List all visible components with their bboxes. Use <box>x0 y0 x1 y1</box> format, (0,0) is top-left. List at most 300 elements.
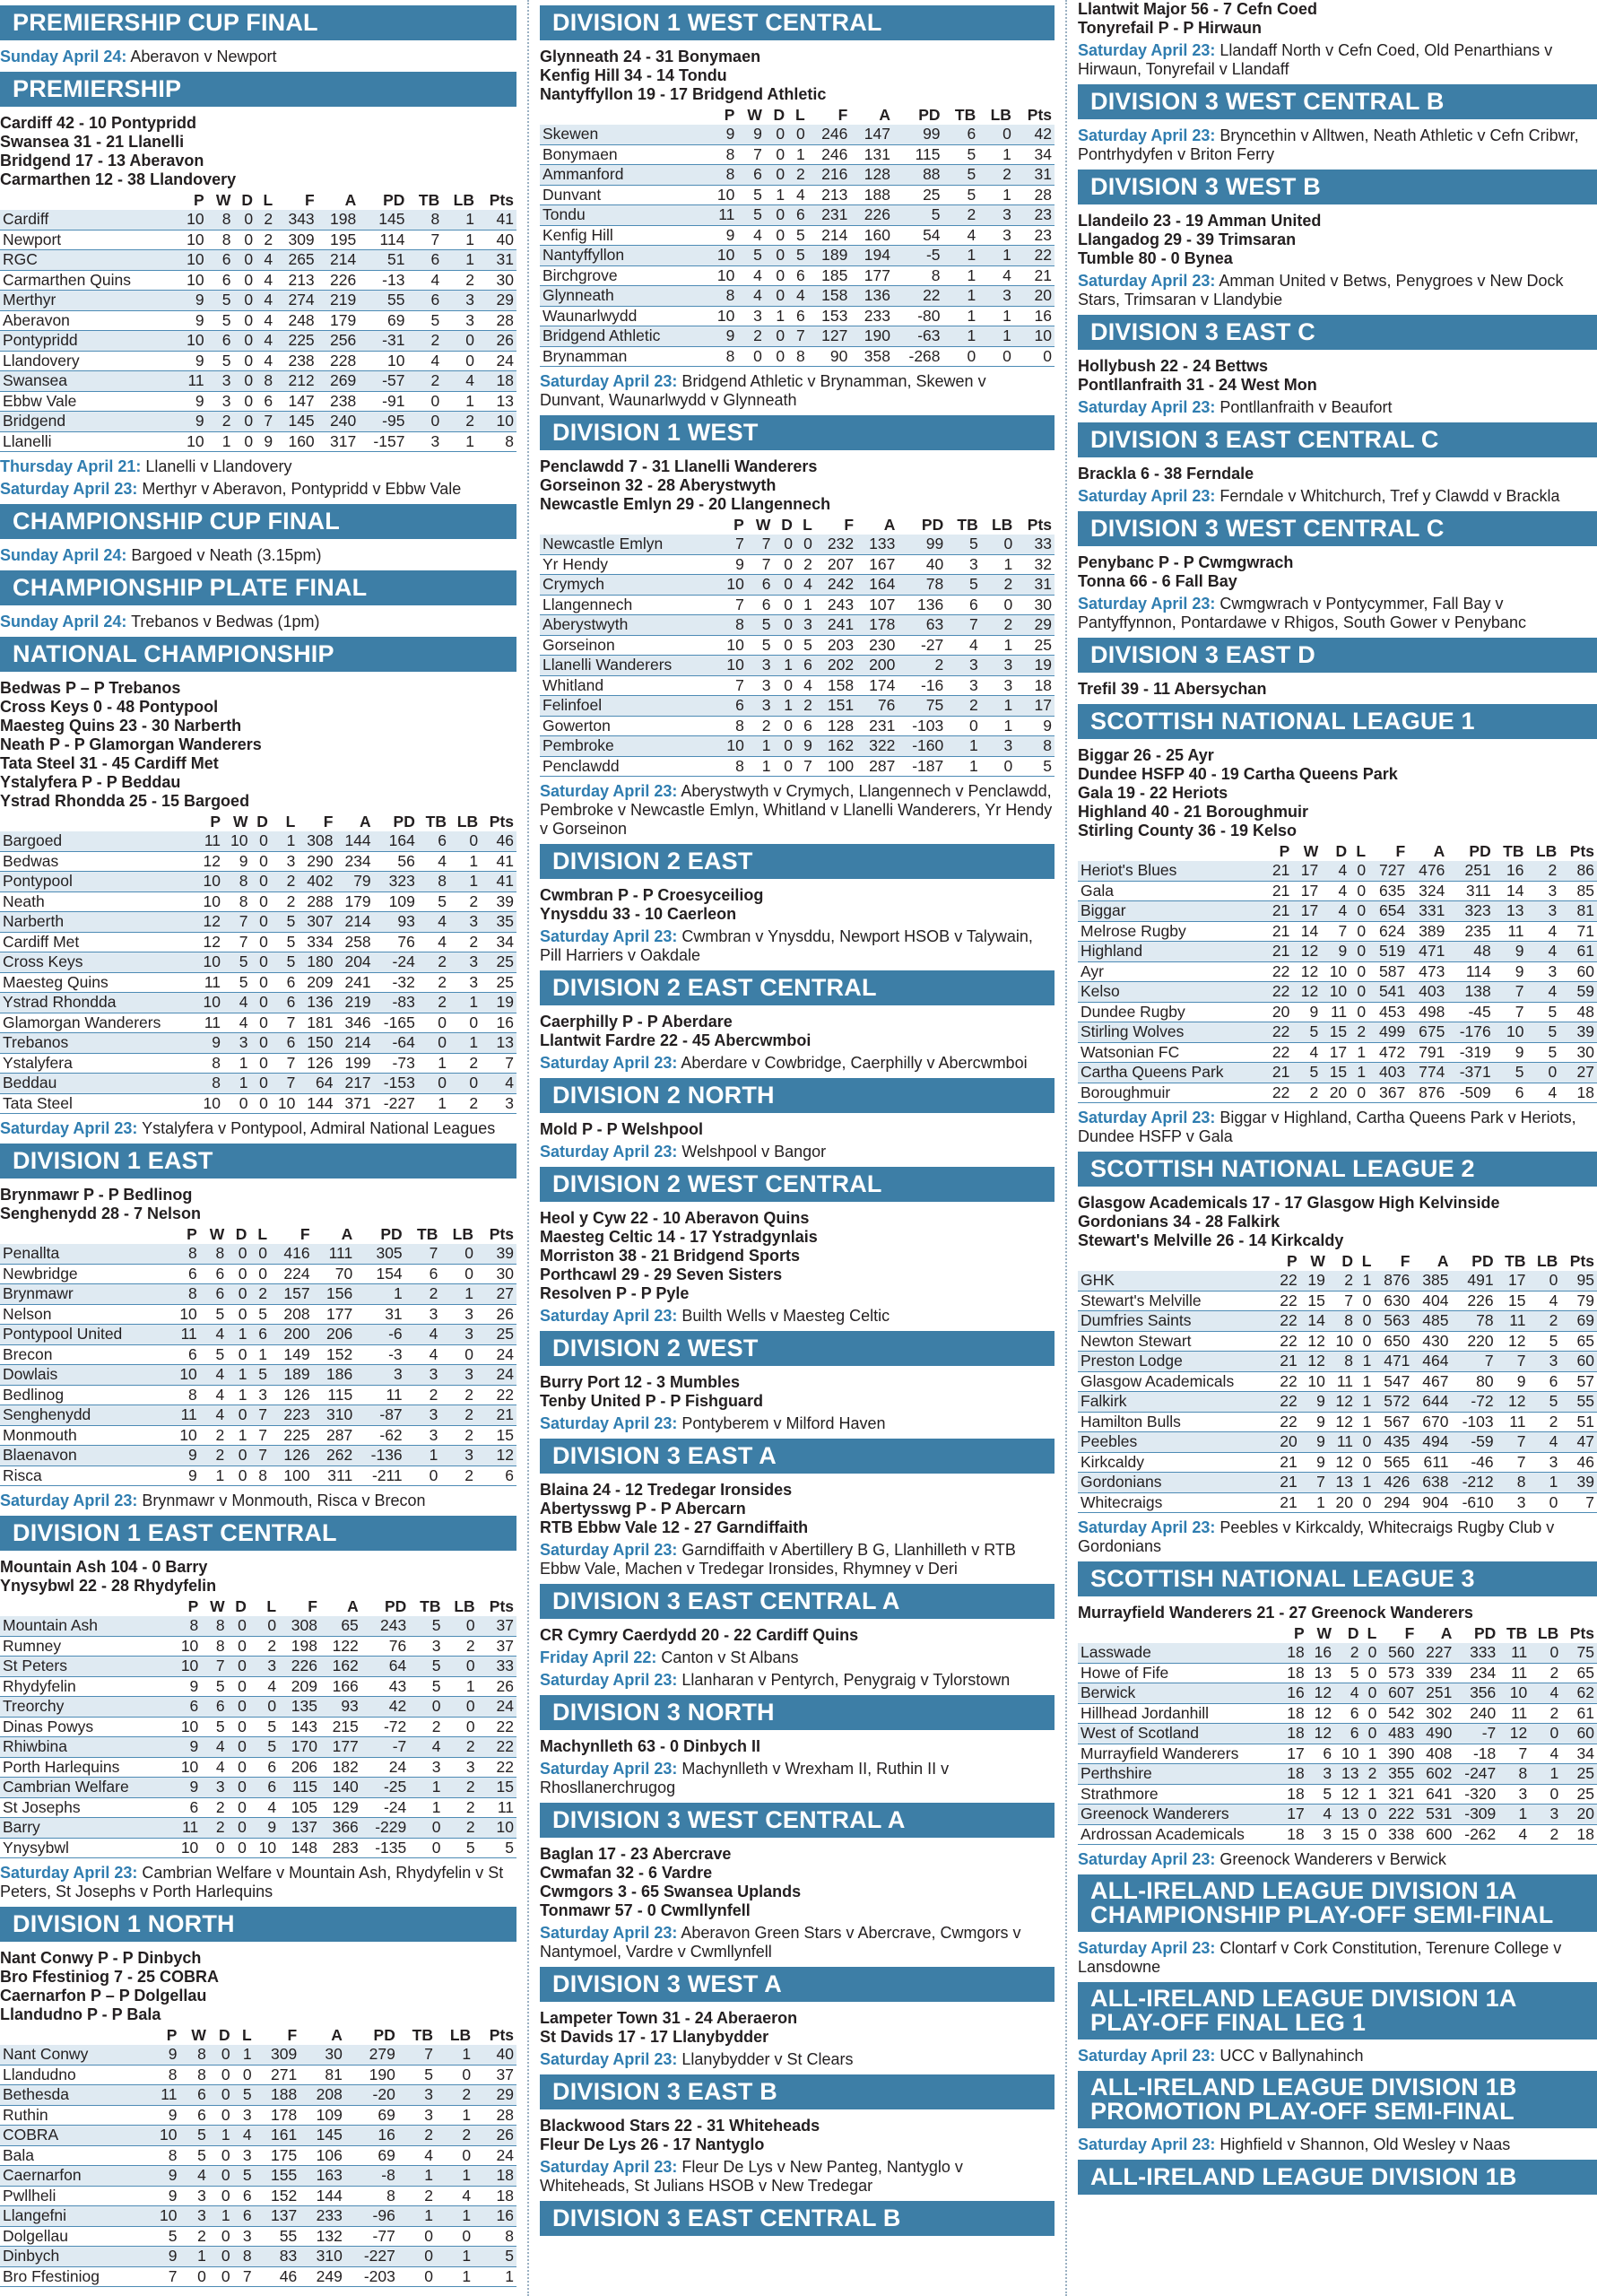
stat-cell: 190 <box>345 2065 398 2085</box>
stat-cell: 199 <box>336 1053 374 1074</box>
team-name: Glynneath <box>540 286 707 307</box>
stat-cell: 88 <box>893 165 943 186</box>
column-header <box>0 1597 171 1616</box>
stat-cell: 8 <box>707 144 737 165</box>
stat-cell: 9 <box>223 851 251 872</box>
table-row <box>1078 1824 1597 1845</box>
stat-cell: 9 <box>177 351 207 371</box>
stat-cell: -203 <box>345 2266 398 2287</box>
column-header: Pts <box>489 2026 514 2044</box>
stat-cell: 2 <box>405 1284 441 1305</box>
stat-cell: 6 <box>271 1033 299 1054</box>
result-line: Bedwas P – P Trebanos <box>0 679 181 697</box>
stat-cell: 2 <box>449 891 481 912</box>
fixture-date: Saturday April 23: <box>540 1924 678 1942</box>
stat-cell: 7 <box>716 595 746 615</box>
stat-cell: 63 <box>898 615 946 636</box>
stat-cell: 1 <box>981 716 1016 736</box>
stat-cell: 1 <box>946 756 981 777</box>
stat-cell: 1 <box>355 1284 404 1305</box>
stat-cell: 64 <box>298 1074 335 1094</box>
stat-cell: 12 <box>196 851 224 872</box>
stat-cell: 2 <box>201 1818 227 1839</box>
stat-cell: 11 <box>355 1385 404 1405</box>
result-line: Maesteg Quins 23 - 30 Narberth <box>0 717 242 735</box>
stat-cell: 69 <box>1560 1311 1597 1332</box>
stat-cell: 5 <box>1292 1063 1321 1083</box>
team-name: Stewart's Melville <box>1078 1291 1272 1311</box>
stat-cell: 69 <box>359 310 407 331</box>
stat-cell: 22 <box>1263 961 1292 982</box>
stat-cell: 7 <box>1494 1002 1527 1022</box>
stat-cell: 607 <box>1379 1683 1417 1704</box>
stat-cell: -7 <box>1454 1724 1498 1744</box>
stat-cell: 2 <box>978 165 1014 186</box>
league-table <box>0 1225 516 1486</box>
fixture-line <box>1078 1939 1597 1977</box>
stat-cell: 339 <box>1417 1663 1454 1683</box>
stat-cell: 1 <box>981 554 1016 575</box>
stat-cell: 11 <box>196 1013 224 1033</box>
result-line: Penclawdd 7 - 31 Llanelli Wanderers <box>540 457 818 475</box>
stat-cell: 0 <box>251 972 271 993</box>
stat-cell: 12 <box>1328 1452 1356 1473</box>
stat-cell: 12 <box>1292 982 1321 1003</box>
stat-cell: 0 <box>209 2045 233 2065</box>
stat-cell: 3 <box>1526 961 1559 982</box>
stat-cell: 10 <box>1328 1331 1356 1352</box>
stat-cell: 37 <box>478 1616 516 1636</box>
table-row <box>540 615 1055 636</box>
stat-cell: 55 <box>1560 1392 1597 1413</box>
stat-cell: -262 <box>1454 1824 1498 1845</box>
stat-cell: 4 <box>978 265 1014 286</box>
fixture-date: Saturday April 23: <box>1078 1850 1216 1868</box>
stat-cell: 8 <box>1498 1764 1530 1785</box>
column-header: P <box>187 1597 199 1615</box>
stat-cell: 2 <box>443 1818 477 1839</box>
stat-cell: 18 <box>1015 675 1055 696</box>
stat-cell: 5 <box>233 2166 255 2187</box>
stat-cell: 6 <box>200 1284 227 1305</box>
stat-cell: 1 <box>405 1446 441 1466</box>
stat-cell: 5 <box>418 891 449 912</box>
stat-cell: 408 <box>1417 1744 1454 1764</box>
column-header: A <box>360 813 371 831</box>
stat-cell: 12 <box>1307 1724 1334 1744</box>
stat-cell: 2 <box>407 371 442 392</box>
stat-cell: 9 <box>707 326 737 347</box>
team-name: Merthyr <box>0 291 177 311</box>
stat-cell: 226 <box>850 205 893 226</box>
league-table <box>540 106 1055 367</box>
table-row <box>540 756 1055 777</box>
stat-cell: 0 <box>765 246 787 266</box>
stat-cell: 2 <box>256 210 275 230</box>
result-line: CR Cymry Caerdydd 20 - 22 Cardiff Quins <box>540 1626 859 1644</box>
column-header: TB <box>417 1225 438 1243</box>
stat-cell: 10 <box>707 306 737 326</box>
stat-cell: 22 <box>1263 982 1292 1003</box>
stat-cell: 0 <box>795 535 815 554</box>
stat-cell: 3 <box>981 736 1016 757</box>
stat-cell: 3 <box>1528 1352 1560 1372</box>
stat-cell: 161 <box>255 2126 300 2146</box>
stat-cell: 28 <box>477 310 516 331</box>
stat-cell: 4 <box>200 1405 227 1426</box>
stat-cell: 226 <box>279 1657 320 1677</box>
stat-cell: 0 <box>1350 921 1368 942</box>
stat-cell: 127 <box>808 326 851 347</box>
stat-cell: 3 <box>440 1446 476 1466</box>
table-row <box>0 1244 516 1264</box>
stat-cell: 5 <box>249 1304 270 1325</box>
table-header-row <box>1078 1624 1597 1643</box>
section-heading: SCOTTISH NATIONAL LEAGUE 1 <box>1078 704 1597 739</box>
league-section <box>0 637 516 1138</box>
stat-cell: 8 <box>249 1465 270 1486</box>
section-heading: PREMIERSHIP CUP FINAL <box>0 5 516 40</box>
stat-cell: 46 <box>255 2266 300 2287</box>
stat-cell: 227 <box>1417 1643 1454 1663</box>
table-row <box>0 851 516 872</box>
stat-cell: 4 <box>233 2126 255 2146</box>
stat-cell: 9 <box>171 1778 201 1798</box>
stat-cell: 2 <box>418 972 449 993</box>
league-section <box>1078 0 1597 79</box>
stat-cell: 0 <box>209 2145 233 2166</box>
column-header: TB <box>1505 1252 1526 1270</box>
column-header: A <box>341 1225 353 1243</box>
stat-cell: 9 <box>1300 1412 1328 1432</box>
stat-cell: -136 <box>355 1446 404 1466</box>
column-header <box>1078 1252 1272 1271</box>
table-row <box>0 1405 516 1426</box>
stat-cell: 217 <box>336 1074 374 1094</box>
stat-cell: 79 <box>1560 1291 1597 1311</box>
stat-cell: 7 <box>747 535 774 554</box>
column-header: Pts <box>1569 1252 1594 1270</box>
stat-cell: 4 <box>737 286 765 307</box>
stat-cell: 11 <box>177 371 207 392</box>
stat-cell: 6 <box>249 1778 279 1798</box>
stat-cell: -135 <box>361 1838 409 1858</box>
stat-cell: 144 <box>298 1093 335 1114</box>
stat-cell: -229 <box>361 1818 409 1839</box>
stat-cell: 60 <box>1560 1352 1597 1372</box>
stat-cell: 7 <box>1497 1452 1529 1473</box>
stat-cell: 22 <box>1272 1392 1300 1413</box>
table-row <box>540 286 1055 307</box>
stat-cell: 9 <box>177 391 207 412</box>
stat-cell: -96 <box>345 2206 398 2227</box>
result-line: Cwmbran P - P Croesyceiliog <box>540 886 764 904</box>
stat-cell: 4 <box>1321 861 1350 881</box>
stat-cell: 10 <box>147 2206 180 2227</box>
stat-cell: 6 <box>169 1344 199 1365</box>
team-name: Narberth <box>0 912 196 933</box>
stat-cell: 0 <box>233 412 256 432</box>
stat-cell: 2 <box>946 696 981 717</box>
team-name: Brynamman <box>540 346 707 367</box>
stat-cell: 30 <box>1015 595 1055 615</box>
team-name: Gorseinon <box>540 635 716 656</box>
stat-cell: 225 <box>275 331 317 352</box>
stat-cell: 5 <box>271 952 299 973</box>
stat-cell: 265 <box>275 250 317 271</box>
section-heading: DIVISION 3 WEST CENTRAL B <box>1078 84 1597 119</box>
stat-cell: 5 <box>201 1676 227 1697</box>
column-header: A <box>344 191 357 209</box>
column-header: F <box>1404 1624 1415 1642</box>
stat-cell: 11 <box>1498 1703 1530 1724</box>
column-header: LB <box>1537 1624 1559 1642</box>
stat-cell: 11 <box>147 2085 180 2106</box>
team-name: Ayr <box>1078 961 1263 982</box>
stat-cell: 3 <box>179 2206 208 2227</box>
stat-cell: 7 <box>737 144 765 165</box>
column-header: LB <box>452 1225 473 1243</box>
table-row <box>540 225 1055 246</box>
stat-cell: 109 <box>299 2105 345 2126</box>
stat-cell: 12 <box>1497 1331 1529 1352</box>
stat-cell: 5 <box>200 1304 227 1325</box>
stat-cell: 11 <box>478 1797 516 1818</box>
fixture-date: Sunday April 24: <box>0 613 127 631</box>
result-line: RTB Ebbw Vale 12 - 27 Garndiffaith <box>540 1518 809 1536</box>
stat-cell: 0 <box>228 1616 249 1636</box>
stat-cell: 2 <box>440 1465 476 1486</box>
stat-cell: 17 <box>1292 901 1321 922</box>
league-section <box>540 1167 1055 1326</box>
stat-cell: 9 <box>171 1676 201 1697</box>
stat-cell: 4 <box>1528 1291 1560 1311</box>
stat-cell: 0 <box>1530 1724 1561 1744</box>
stat-cell: 11 <box>1328 1371 1356 1392</box>
stat-cell: 10 <box>196 872 224 892</box>
stat-cell: 42 <box>1014 125 1055 144</box>
stat-cell: 243 <box>815 595 856 615</box>
stat-cell: 0 <box>1361 1724 1379 1744</box>
result-line: Glasgow Academicals 17 - 17 Glasgow High Kelvinside <box>1078 1194 1500 1212</box>
stat-cell: 2 <box>200 1446 227 1466</box>
stat-cell: 4 <box>1526 1083 1559 1103</box>
stat-cell: 7 <box>716 535 746 554</box>
stat-cell: 11 <box>1498 1663 1530 1683</box>
stat-cell: 0 <box>765 286 787 307</box>
fixture-date: Saturday April 23: <box>1078 398 1216 416</box>
stat-cell: 10 <box>477 412 516 432</box>
stat-cell: 51 <box>1560 1412 1597 1432</box>
stat-cell: 0 <box>1528 1492 1560 1513</box>
stat-cell: 29 <box>473 2085 516 2106</box>
column-header: A <box>1436 1252 1449 1270</box>
table-row <box>0 291 516 311</box>
stat-cell: 1 <box>227 1325 249 1345</box>
stat-cell: 483 <box>1379 1724 1417 1744</box>
stat-cell: 1 <box>1350 1042 1368 1063</box>
stat-cell: 5 <box>737 185 765 205</box>
team-name: Bethesda <box>0 2085 147 2106</box>
stat-cell: 3 <box>355 1365 404 1386</box>
team-name: Stirling Wolves <box>1078 1022 1263 1043</box>
stat-cell: 541 <box>1368 982 1408 1003</box>
stat-cell: 4 <box>409 1737 443 1758</box>
stat-cell: 471 <box>1408 942 1447 962</box>
fixture-text: Llanelli v Llandovery <box>145 457 292 475</box>
stat-cell: 6 <box>405 1264 441 1284</box>
stat-cell: 0 <box>1530 1643 1561 1663</box>
column-header: TB <box>957 516 978 534</box>
result-line: Biggar 26 - 25 Ayr <box>1078 746 1214 764</box>
stat-cell: 453 <box>1368 1002 1408 1022</box>
stat-cell: 1 <box>1356 1412 1374 1432</box>
stat-cell: 1 <box>773 656 794 676</box>
stat-cell: 1 <box>747 736 774 757</box>
stat-cell: 1 <box>978 185 1014 205</box>
stat-cell: 209 <box>298 972 335 993</box>
column-header: D <box>235 1225 247 1243</box>
stat-cell: 48 <box>1447 942 1493 962</box>
table-row <box>0 2105 516 2126</box>
section-heading: DIVISION 3 EAST B <box>540 2074 1055 2109</box>
stat-cell: 2 <box>1292 1083 1321 1103</box>
stat-cell: 4 <box>795 675 815 696</box>
table-row <box>0 872 516 892</box>
fixture-date: Saturday April 23: <box>1078 595 1216 613</box>
stat-cell: 19 <box>481 993 516 1013</box>
stat-cell: -24 <box>374 952 418 973</box>
column-2 <box>540 0 1067 2296</box>
stat-cell: 220 <box>1451 1331 1496 1352</box>
column-header: F <box>323 813 334 831</box>
stat-cell: 7 <box>1498 1744 1530 1764</box>
team-name: Tata Steel <box>0 1093 196 1114</box>
stat-cell: -8 <box>345 2166 398 2187</box>
fixture-text: Ferndale v Whitchurch, Tref y Clawdd v Brackla <box>1219 487 1560 505</box>
stat-cell: 31 <box>355 1304 404 1325</box>
column-header <box>0 813 196 831</box>
stat-cell: 309 <box>255 2045 300 2065</box>
stat-cell: 7 <box>747 554 774 575</box>
league-section <box>540 2074 1055 2196</box>
stat-cell: 600 <box>1417 1824 1454 1845</box>
stat-cell: 8 <box>196 1074 224 1094</box>
stat-cell: 8 <box>707 286 737 307</box>
section-heading: ALL-IRELAND LEAGUE DIVISION 1A PLAY-OFF FINAL LEG 1 <box>1078 1982 1597 2039</box>
result-line: Cardiff 42 - 10 Pontypridd <box>0 114 197 132</box>
stat-cell: 9 <box>147 2045 180 2065</box>
stat-cell: 62 <box>1561 1683 1597 1704</box>
stat-cell: 30 <box>299 2045 345 2065</box>
column-header: PD <box>1473 1624 1497 1642</box>
stat-cell: 2 <box>179 2226 208 2247</box>
table-row <box>0 371 516 392</box>
column-3 <box>1078 0 1597 2296</box>
stat-cell: 904 <box>1412 1492 1451 1513</box>
stat-cell: 4 <box>418 851 449 872</box>
table-row <box>0 391 516 412</box>
stat-cell: 0 <box>251 1074 271 1094</box>
stat-cell: 0 <box>1361 1703 1379 1724</box>
stat-cell: 8 <box>171 1616 201 1636</box>
stat-cell: 147 <box>275 391 317 412</box>
stat-cell: 223 <box>270 1405 313 1426</box>
stat-cell: 4 <box>1321 901 1350 922</box>
stat-cell: 46 <box>481 831 516 851</box>
stat-cell: 143 <box>279 1717 320 1737</box>
stat-cell: 5 <box>943 185 979 205</box>
stat-cell: 23 <box>1014 225 1055 246</box>
stat-cell: 70 <box>313 1264 356 1284</box>
fixture-date: Thursday April 21: <box>0 457 142 475</box>
stat-cell: 435 <box>1374 1432 1412 1453</box>
stat-cell: 8 <box>207 210 234 230</box>
table-row <box>0 2145 516 2166</box>
stat-cell: 7 <box>249 1446 270 1466</box>
column-header: Pts <box>489 1597 514 1615</box>
stat-cell: 234 <box>1454 1663 1498 1683</box>
stat-cell: 1 <box>449 851 481 872</box>
team-name: COBRA <box>0 2126 147 2146</box>
stat-cell: 235 <box>1447 921 1493 942</box>
stat-cell: 76 <box>361 1636 409 1657</box>
column-header: F <box>844 516 855 534</box>
team-name: Carmarthen Quins <box>0 270 177 291</box>
stat-cell: 2 <box>418 993 449 1013</box>
stat-cell: 9 <box>1300 1392 1328 1413</box>
stat-cell: 0 <box>765 205 787 226</box>
stat-cell: 0 <box>227 1405 249 1426</box>
stat-cell: 186 <box>313 1365 356 1386</box>
fixture-text: Cwmbran v Ynysddu, Newport HSOB v Talywain, Pill Harriers v Oakdale <box>540 927 1033 964</box>
stat-cell: 100 <box>270 1465 313 1486</box>
team-name: Gala <box>1078 881 1263 901</box>
stat-cell: 126 <box>270 1385 313 1405</box>
stat-cell: 14 <box>1292 921 1321 942</box>
table-row <box>540 346 1055 367</box>
stat-cell: 0 <box>409 1818 443 1839</box>
stat-cell: 6 <box>179 2085 208 2106</box>
stat-cell: 0 <box>1350 982 1368 1003</box>
section-heading: ALL-IRELAND LEAGUE DIVISION 1A CHAMPIONSHIP PLAY-OFF SEMI-FINAL <box>1078 1874 1597 1932</box>
stat-cell: 8 <box>1328 1311 1356 1332</box>
stat-cell: 675 <box>1408 1022 1447 1043</box>
team-name: Watsonian FC <box>1078 1042 1263 1063</box>
stat-cell: 9 <box>171 1737 201 1758</box>
table-row <box>0 1697 516 1718</box>
column-header: P <box>733 516 744 534</box>
stat-cell: 20 <box>1263 1002 1292 1022</box>
stat-cell: 19 <box>1015 656 1055 676</box>
stat-cell: 0 <box>407 391 442 412</box>
stat-cell: 10 <box>169 1425 199 1446</box>
stat-cell: 4 <box>943 225 979 246</box>
team-name: Kelso <box>1078 982 1263 1003</box>
stat-cell: 9 <box>1300 1452 1328 1473</box>
result-line: Neath P - P Glamorgan Wanderers <box>0 735 262 753</box>
fixture-date: Sunday April 24: <box>0 48 127 65</box>
stat-cell: 5 <box>398 2065 436 2085</box>
column-header: W <box>215 191 231 209</box>
stat-cell: 214 <box>336 912 374 933</box>
stat-cell: 0 <box>228 1657 249 1677</box>
stat-cell: 0 <box>251 831 271 851</box>
fixture-text: Welshpool v Bangor <box>681 1143 827 1161</box>
stat-cell: 8 <box>1497 1473 1529 1493</box>
section-heading: DIVISION 3 NORTH <box>540 1695 1055 1730</box>
stat-cell: 37 <box>473 2065 516 2085</box>
